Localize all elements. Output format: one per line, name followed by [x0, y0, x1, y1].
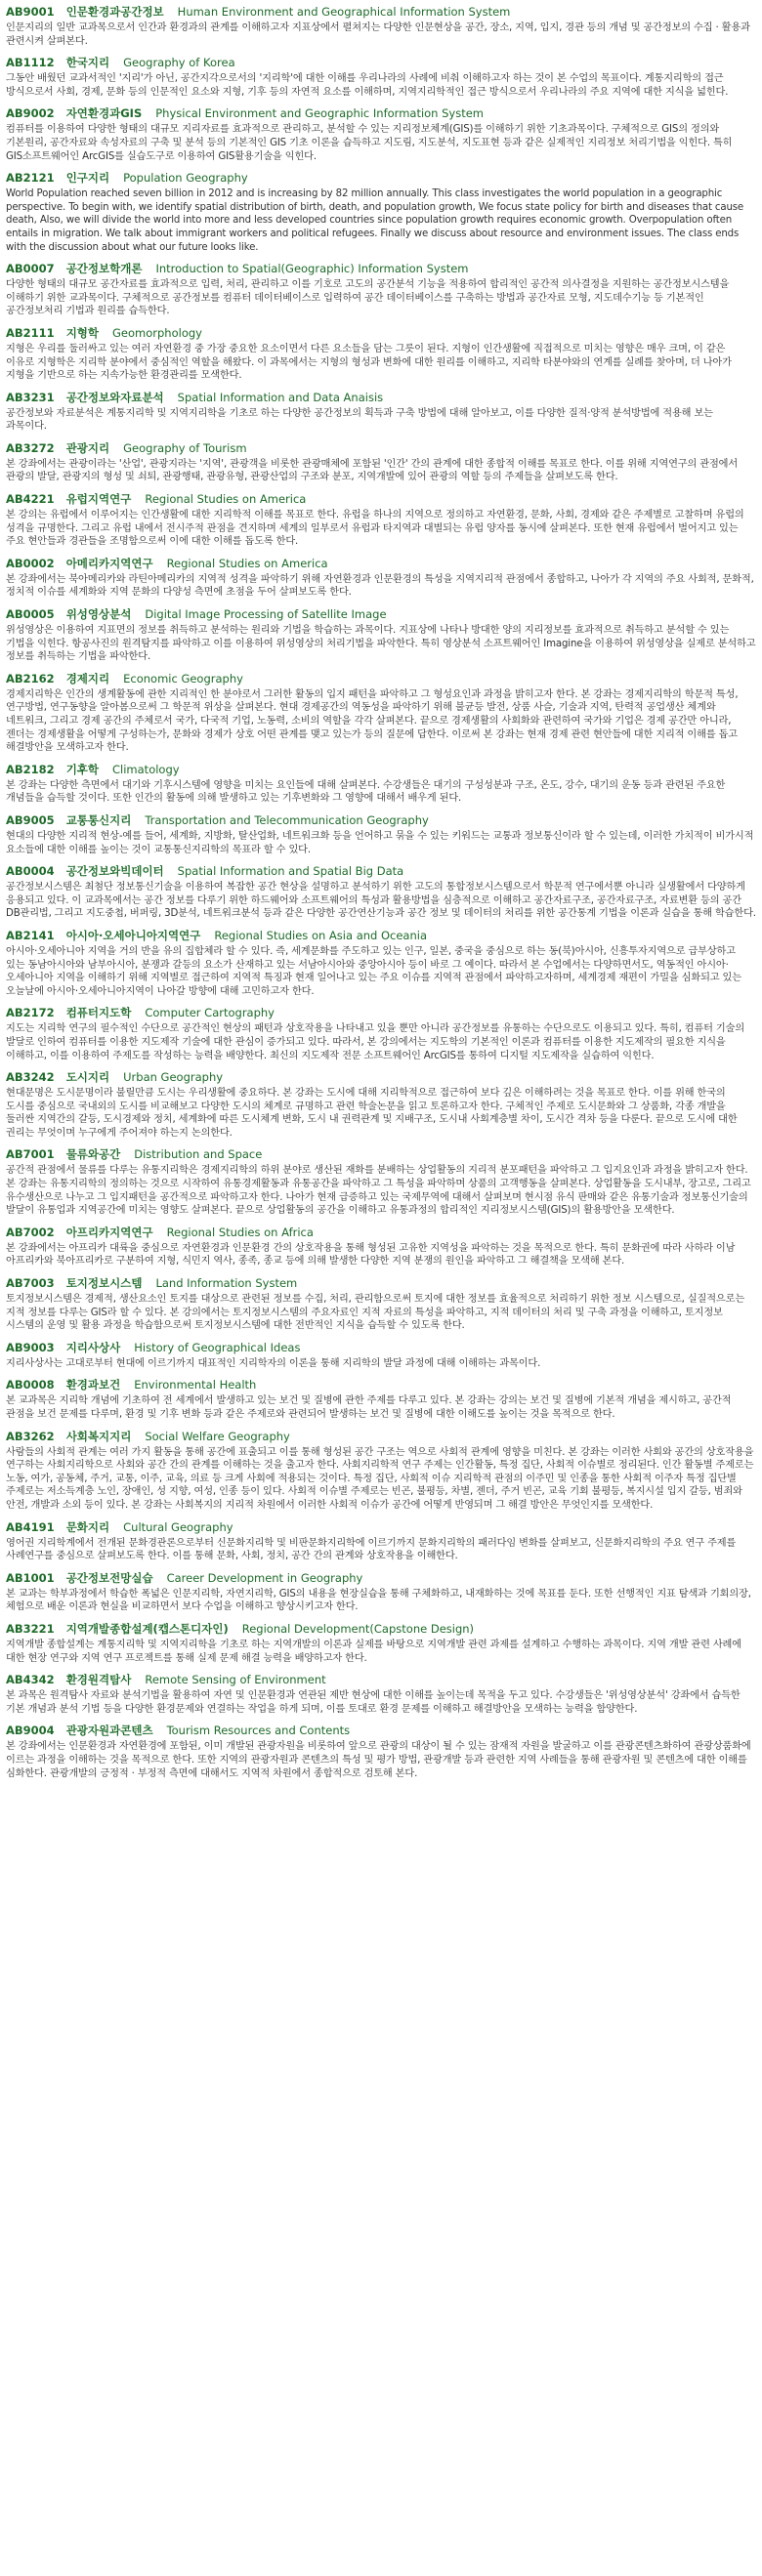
course-description: 본 강의는 유럽에서 이루어지는 인간생활에 대한 지리학적 이해를 목표로 한다. 유럽을 하나의 지역으로 정의하고 자연환경, 문화, 사회, 경제와 같은 주제별로 고찰하며 유럽의 성격을 규명한다. 그리고 유럽 내에서 전시주적 관점을 견지하며 세계의 일부로서 유럽과 타지역과 대별되는 유럽 양자를 동시에 살펴본다. 또한 현재 유럽에서 벌어지고 있는 주요 현안들과 경관들을 조명함으로써 이에 대한 이해를 돕도록 한다. [6, 510, 744, 548]
course-title-english: Social Welfare Geography [145, 1429, 290, 1443]
course-title-korean: 물류와공간 [65, 1147, 121, 1162]
course-code: AB1001 [6, 1570, 55, 1585]
course-title-english: Economic Geography [123, 671, 243, 686]
course-title-english: Cultural Geography [123, 1519, 233, 1534]
course-description: 지역개발 종합설계는 계통지리학 및 지역지리학을 기초로 하는 지역개발의 이론과 실제를 바탕으로 지역개발 관련 과제를 설계하고 수행하는 과목이다. 지역 개발 관련 사례에 대한 현장 연구와 지역 연구 프로젝트를 통해 실제 문제 해결 능력을 배양하고자 한다. [6, 1639, 741, 1664]
course-entry [6, 5, 756, 48]
course-title-korean: 도시지리 [65, 1070, 110, 1085]
course-title-english: Urban Geography [123, 1070, 224, 1085]
course-entry [6, 1341, 756, 1371]
course-title-korean: 환경원격탐사 [65, 1673, 132, 1687]
course-title-english: Introduction to Spatial(Geographic) Information System [155, 262, 469, 276]
course-title-korean: 지역개발종합설계(캡스톤디자인) [65, 1621, 229, 1636]
course-code: AB2121 [6, 171, 55, 186]
course-entry [6, 441, 756, 484]
course-title-korean: 한국지리 [65, 56, 110, 70]
course-title-korean: 인문환경과공간정보 [65, 5, 164, 19]
course-title-korean: 경제지리 [65, 671, 110, 686]
course-description: 공간적 관점에서 물류를 다루는 유통지리학은 경제지리학의 하위 분야로 생산된 재화를 분배하는 상업활동의 지리적 분포패턴을 파악하고 그 입지요인과 과정을 밝히고자 한다. 본 강좌는 유통지리학의 정의하는 것으로 시작하여 유통경제활동과 유통공간을 파악하고 그 특성을 파악하며 상품의 고객행동을 살펴본다. 상업활동을 도시내부, 장고로, 그리고 유수생산으로 나누고 그 입지패턴을 공간적으로 파악하고자 한다. 나아가 현재 급증하고 있는 국제무역에 대해서 살펴보며 현시점 유식 판매와 같은 유통기술과 정보통신기술의 발달이 유통업과 지역공간에 미치는 영향도 살펴본다. 끝으로 상업활동의 공간을 이해하고 유통과정의 합리적인 지리정보시스템(GIS)의 활용방안을 모색한다. [6, 1165, 751, 1217]
course-code: AB4221 [6, 492, 55, 507]
course-entry [6, 492, 756, 549]
course-description: 사람들의 사회적 관계는 여러 가지 활동을 통해 공간에 표출되고 이를 통해 형성된 공간 구조는 역으로 사회적 관계에 영향을 미친다. 본 강좌는 이러한 사회와 공간의 상호작용을 연구하는 사회지리학으로 사회와 공간 간의 관계를 이해하는 것을 출고자 한다. 사회지리학적 연구 주제는 인간활동, 특정 집단, 사회적 이슈별로 정리된다. 인간 활동별 주제로는 노동, 여가, 공동체, 주거, 교통, 이주, 교육, 의료 등 크게 사회에 적용되는 것이다. 특정 집단, 사회적 이슈 지리학적 관점의 이주민 및 인종을 통한 사회적 이주자 특정 집단별 주제로는 저소득계층 노인, 장애인, 성 지향, 여성, 인종 등이 있다. 사회적 이슈별 주제로는 빈곤, 불평등, 차별, 젠더, 주거 빈곤, 교육 기회 불평등, 복지시설 입지 갈등, 범죄와 안전, 개발과 소외 등이 있다. 본 강좌는 사회복지의 지리적 차원에서 이러한 사회적 이슈가 공간에 어떻게 반영되며 그 해결 방안은 무엇인지를 모색한다. [6, 1446, 754, 1511]
course-code: AB3272 [6, 440, 55, 455]
course-description: 본 강좌에서는 관광이라는 '산업', 관광지라는 '지역', 관광객을 비롯한 관광매체에 포함된 '인간' 간의 관계에 대한 종합적 이해를 목표로 한다. 이를 위해 지역연구의 관점에서 관광의 발달, 관광지의 형성 및 쇠퇴, 관광행태, 관광유형, 관광산업의 구조와 분포, 지역개발에 있어 관광의 역할 등의 주제들을 살펴보도록 한다. [6, 458, 739, 483]
course-title-english: Physical Environment and Geographic Information System [155, 106, 485, 121]
course-title-korean: 문화지리 [65, 1519, 110, 1534]
course-title-english: Human Environment and Geographical Information System [177, 5, 511, 19]
course-title-english: Tourism Resources and Contents [166, 1724, 351, 1738]
course-code: AB0005 [6, 607, 55, 622]
course-heading [6, 813, 756, 828]
course-code: AB3262 [6, 1429, 55, 1443]
course-code: AB2172 [6, 1006, 55, 1020]
course-entry [6, 262, 756, 318]
course-code: AB2111 [6, 325, 55, 340]
course-title-english: Land Information System [155, 1276, 298, 1291]
course-entry [6, 106, 756, 163]
course-heading [6, 607, 756, 622]
course-title-korean: 공간정보학개론 [65, 262, 143, 276]
course-entry [6, 1430, 756, 1513]
course-description: World Population reached seven billion in 2012 and is increasing by 82 million annually. This class investigates the world population in a geographic perspective. To begin with, we identify spatial distribution of birth, death, and population growth, We focus state policy for birth and diseases that cause death, Also, we will divide the world into more and less developed countries since population growth requires economic growth. Overpopulation often entails in migration. We talk about immigrant workers and political refugees. Finally we discuss about resource and environment issues. The class ends with the discussion about what our future looks like. [6, 188, 744, 253]
course-title-english: Regional Studies on America [145, 492, 307, 507]
course-title-english: Career Development in Geography [166, 1570, 363, 1585]
course-heading [6, 557, 756, 571]
course-description: 지도는 지리학 연구의 필수적인 수단으로 공간적인 현상의 패턴과 상호작용을 나타내고 있을 뿐만 아니라 공간정보를 유통하는 수단으로도 이용되고 있다. 특히, 컴퓨터 기술의 발달로 인하여 컴퓨터를 이용한 지도제작 기술에 대한 관심이 증가되고 있다. 따라서, 본 강의에서는 지도학의 기본적인 이론과 컴퓨터를 이용한 지도제작의 필요한 지식을 이해하고, 이를 이용하여 주제도를 작성하는 능력을 배양한다. 최신의 지도제작 전문 소프트웨어인 ArcGIS를 통하여 디지털 지도제작을 실습하여 익힌다. [6, 1023, 745, 1061]
course-description: 본 과목은 원격탐사 자료와 분석기법을 활용하여 자연 및 인문환경과 연관된 제반 현상에 대한 이해를 높이는데 목적을 두고 있다. 수강생들은 '위성영상분석' 강좌에서 습득한 기본 개념과 분석 기법 등을 다양한 환경문제와 연결하는 작업을 하게 되며, 이를 토대로 환경 문제를 이해하고 해결방안을 모색하는 능력을 함양한다. [6, 1690, 741, 1715]
course-heading [6, 171, 756, 186]
course-title-korean: 유럽지역연구 [65, 492, 132, 507]
course-code: AB7001 [6, 1147, 55, 1162]
course-title-korean: 지리사상사 [65, 1340, 121, 1354]
course-heading [6, 1070, 756, 1085]
course-heading [6, 1147, 756, 1162]
course-heading [6, 1724, 756, 1738]
course-code: AB9003 [6, 1340, 55, 1354]
course-title-korean: 공간정보와빅데이터 [65, 864, 164, 879]
course-description: 현대의 다양한 지리적 현상-예를 들어, 세계화, 지방화, 탈산업화, 네트워크화 등을 언어하고 묶을 수 있는 키워드는 교통과 정보통신이라 할 수 있는데, 이러한 가치적이 비가시적 요소들에 대한 이해를 높이는 것이 교통통신지리학의 목표라 할 수 있다. [6, 830, 754, 855]
course-code: AB3221 [6, 1621, 55, 1636]
course-title-english: Digital Image Processing of Satellite Image [145, 607, 387, 622]
course-title-korean: 인구지리 [65, 171, 110, 186]
course-code: AB1112 [6, 56, 55, 70]
course-heading [6, 441, 756, 456]
course-entry [6, 1226, 756, 1268]
course-title-english: History of Geographical Ideas [134, 1340, 301, 1354]
course-description: 본 강좌에서는 아프리카 대륙을 중심으로 자연환경과 인문환경 간의 상호작용을 통해 형성된 고유한 지역성을 파악하는 것을 목적으로 한다. 특히 문화권에 따라 사하라 이남 아프리카와 북아프리카로 구분하여 지형, 식민지 역사, 종족, 종교 등에 의해 발생한 다양한 지역 분쟁의 원인을 파악하고 그 해결책을 모색해 본다. [6, 1242, 736, 1267]
course-heading [6, 1520, 756, 1535]
course-description: 토지정보시스템은 경제적, 생산요소인 토지를 대상으로 관련된 정보를 수집, 처리, 관리함으로써 토지에 대한 정보를 효율적으로 처리하기 위한 정보 시스템으로, 실질적으로는 지적 정보를 다루는 GIS라 할 수 있다. 본 강의에서는 토지정보시스템의 주요자료인 지적 자료의 특성을 파악하고, 지적 데이터의 처리 및 구축 과정을 이해하고, 토지정보 시스템의 운영 및 활용 과정을 학습함으로써 토지정보시스템에 대한 전반적인 지식을 습득할 수 있도록 한다. [6, 1294, 745, 1332]
course-heading [6, 1226, 756, 1240]
course-heading [6, 492, 756, 507]
course-heading [6, 262, 756, 276]
course-description: 본 교과는 학부과정에서 학습한 폭넓은 인문지리학, 자연지리학, GIS의 내용을 현장실습을 통해 구체화하고, 내재화하는 것에 목표를 둔다. 또한 선행적인 지표 탐색과 기회의장, 체험으로 배운 이론과 현실을 비교하면서 보다 수업을 이해하고 향상시키고자 한다. [6, 1588, 751, 1613]
course-title-english: Geography of Tourism [123, 440, 247, 455]
course-title-korean: 아시아·오세아니아지역연구 [65, 928, 201, 942]
course-title-english: Transportation and Telecommunication Geography [145, 812, 429, 827]
course-description: 그동안 배웠던 교과서적인 '지리'가 아닌, 공간지각으로서의 '지리학'에 대한 이해를 우리나라의 사례에 비춰 이해하고자 하는 것이 본 수업의 목표이다. 계통지리학의 접근 방식으로서 사회, 경제, 문화 등의 인문적인 요소와 지형, 기후 등의 자연적 요소를 이해하며, 지역지리학적인 접근 방식으로서 우리나라의 주요 지역에 대한 지식을 넓힌다. [6, 73, 729, 98]
course-entry [6, 1673, 756, 1716]
course-entry [6, 1006, 756, 1062]
course-heading [6, 1006, 756, 1020]
course-entry [6, 929, 756, 998]
course-title-korean: 관광자원과콘텐츠 [65, 1724, 153, 1738]
course-entry [6, 1724, 756, 1780]
course-entry [6, 1571, 756, 1614]
course-title-korean: 아프리카지역연구 [65, 1225, 153, 1239]
course-description: 본 강좌는 다양한 측면에서 대기와 기후시스템에 영향을 미치는 요인들에 대해 살펴본다. 수강생들은 대기의 구성성분과 구조, 온도, 강수, 대기의 운동 등과 관련된 주요한 개념들을 습득할 것이다. 또한 인간의 활동에 의해 발생하고 있는 기후변화와 그 영향에 대해서 배우게 된다. [6, 779, 726, 805]
course-heading [6, 929, 756, 943]
course-description: 본 교과목은 지리학 개념에 기초하여 전 세계에서 발생하고 있는 보건 및 질병에 관한 주제를 다루고 있다. 본 강좌는 강의는 보건 및 질병에 기본적 개념을 제시하고, 공간적 관점을 보건 문제를 다루며, 환경 및 기후 변화 등과 같은 주제로와 관련되어 발생하는 보건 및 질병에 대한 이해도를 높이는 것을 목적으로 한다. [6, 1395, 732, 1420]
course-title-english: Environmental Health [134, 1378, 257, 1392]
course-title-english: Population Geography [123, 171, 248, 186]
course-entry [6, 56, 756, 99]
course-heading [6, 864, 756, 879]
course-title-english: Geography of Korea [123, 56, 235, 70]
course-title-english: Computer Cartography [145, 1006, 275, 1020]
course-heading [6, 672, 756, 686]
course-code: AB3242 [6, 1070, 55, 1085]
course-code: AB4342 [6, 1673, 55, 1687]
course-title-english: Remote Sensing of Environment [145, 1673, 326, 1687]
course-code: AB7002 [6, 1225, 55, 1239]
course-entry [6, 171, 756, 254]
course-description: 본 강좌에서는 인문환경과 자연환경에 포함된, 이미 개발된 관광자원을 비롯하여 앞으로 관광의 대상이 될 수 있는 잠재적 자원을 발굴하고 이를 관광콘텐츠화하여 관광상품화에 이르는 과정을 이해하는 것을 목적으로 한다. 또한 지역의 관광자원과 콘텐츠의 특성 및 평가 방법, 관광개발 등과 관련한 지역 사례들을 통해 관광자원 및 콘텐츠에 대한 이해를 심화한다. 관광개발의 긍정적 · 부정적 측면에 대해서도 지역적 차원에서 종합적으로 검토해 본다. [6, 1741, 751, 1779]
course-title-korean: 사회복지지리 [65, 1429, 132, 1443]
course-title-korean: 환경과보건 [65, 1378, 121, 1392]
course-title-english: Distribution and Space [134, 1147, 263, 1162]
course-code: AB3231 [6, 390, 55, 404]
course-description: 인문지리의 일반 교과목으로서 인간과 환경과의 관계를 이해하고자 지표상에서 펼쳐지는 다양한 인문현상을 공간, 장소, 지역, 입지, 경관 등의 개념 및 공간정보의 수집 · 활용과 관련시켜 살펴본다. [6, 22, 750, 47]
course-code: AB0002 [6, 556, 55, 570]
course-entry [6, 864, 756, 921]
course-title-korean: 위성영상분석 [65, 607, 132, 622]
course-heading [6, 1378, 756, 1392]
course-title-korean: 지형학 [65, 325, 100, 340]
course-description: 지형은 우리를 둘러싸고 있는 여러 자연환경 중 가장 중요한 요소이면서 다른 요소들을 담는 그릇이 된다. 지형이 인간생활에 직접적으로 미치는 영향은 매우 크며, 이 같은 이유로 지형학은 지리학 분야에서 중심적인 역할을 해왔다. 이 과목에서는 지형의 형성과 변화에 대한 원리를 이해하고, 지리학 타분야와의 연계를 실례를 찾아며, 더 나아가 지형을 기반으로 하는 지속가능한 환경관리를 모색한다. [6, 343, 732, 382]
course-description: 다양한 형태의 대규모 공간자료를 효과적으로 입력, 처리, 관리하고 이를 기호로 고도의 공간분석 기능을 적용하여 합리적인 공간적 의사결정을 지원하는 공간정보시스템을 이해하기 위한 교과목이다. 구체적으로 공간정보를 컴퓨터 데이터베이스로 입력하여 공간 데이터베이스를 구축하는 방법과 공간자료 모형, 지도데수기능 등 기본적인 공간정보처리 기법과 원리를 습득한다. [6, 279, 730, 317]
course-description: 지리사상사는 고대로부터 현대에 이르기까지 대표적인 지리학자의 이론을 통해 지리학의 발달 과정에 대해 이해하는 과목이다. [6, 1357, 541, 1369]
course-code: AB0004 [6, 864, 55, 879]
course-heading [6, 56, 756, 70]
course-description: 현대문명은 도시문명이라 불릴만큼 도시는 우리생활에 중요하다. 본 강좌는 도시에 대해 지리학적으로 접근하여 보다 깊은 이해하려는 것을 목표로 한다. 이를 위해 한국의 도시를 중심으로 국내외의 도시를 비교해보고 다양한 도시의 체계로 규명하고 관련 학술논문을 읽고 토론하고자 한다. 구체적인 주제로 도시문화와 그 상품화, 각종 개발을 둘러싼 지역간의 갈등, 도시경제와 정치, 세계화에 따른 도시체계 변화, 도시 내 권력관계 및 지배구조, 도시내 사회계층별 차이, 도시간 격차 등을 다룬다. 끝으로 도시에 대한 권리는 무엇이며 누구에게 주어져야 하는지 논의한다. [6, 1088, 738, 1139]
course-code: AB2141 [6, 928, 55, 942]
course-code: AB9001 [6, 5, 55, 19]
course-title-english: Spatial Information and Spatial Big Data [177, 864, 404, 879]
course-heading [6, 106, 756, 121]
course-entry [6, 1276, 756, 1333]
course-entry [6, 607, 756, 664]
course-entry [6, 1147, 756, 1217]
course-heading [6, 5, 756, 20]
course-entry [6, 1378, 756, 1421]
course-heading [6, 1276, 756, 1291]
course-code: AB9004 [6, 1724, 55, 1738]
course-title-korean: 관광지리 [65, 440, 110, 455]
course-heading [6, 1341, 756, 1355]
course-description: 본 강좌에서는 북아메리카와 라틴아메리카의 지역적 성격을 파악하기 위해 자연환경과 인문환경의 특성을 지역지리적 관점에서 종합하고, 나아가 각 지역의 주요 사회적, 문화적, 정치적 이슈를 세계화와 지역 문화의 다양성 측면에 초점을 두어 살펴보도록 한다. [6, 573, 754, 599]
course-title-english: Spatial Information and Data Anaisis [177, 390, 384, 404]
course-description: 위성영상은 이용하여 지표면의 정보를 취득하고 분석하는 원리와 기법을 학습하는 과목이다. 지표상에 나타나 방대한 양의 지리정보를 효과적으로 취득하고 분석할 수 있는 기법을 익힌다. 항공사진의 원격탐지를 파악하고 이를 이용하여 위성영상의 처리기법을 파악한다. 특히 영상분석 소프트웨어인 Imagine을 이용하여 위성영상을 실제로 분석하고 정보를 취득하는 기법을 파악한다. [6, 625, 756, 663]
course-title-english: Geomorphology [112, 325, 202, 340]
course-description: 컴퓨터를 이용하여 다양한 형태의 대규모 지리자료를 효과적으로 관리하고, 분석할 수 있는 지리정보체계(GIS)를 이해하기 위한 기초과목이다. 구체적으로 GIS의 정의와 기본원리, 공간자료와 속성자료의 구축 및 분석 등의 기본적인 GIS 기초 이론을 습득하고 지도림, 지도분석, 지도표현 등과 같은 실제적인 지리정보 처리기법을 익힌다. 특히 GIS소프트웨어인 ArcGIS를 실습도구로 이용하여 GIS활용기술을 익힌다. [6, 124, 733, 162]
course-code: AB2162 [6, 671, 55, 686]
course-entry [6, 557, 756, 600]
course-description: 공간정보시스템은 최첨단 정보통신기술을 이용하여 복잡한 공간 현상을 설명하고 분석하기 위한 고도의 통합정보시스템으로서 학문적 연구에서뿐 아니라 실생활에서 다양하게 응용되고 있다. 이 교과목에서는 공간 정보를 다루기 위한 하드웨어와 소프트웨어의 특성과 활용방법을 심층적으로 이해하고 공간자료구조, 공간자료구조, 자료변환 등의 공간 DB관리법, 그리고 지도중첩, 버퍼링, 3D분석, 네트워크분석 등과 같은 다양한 공간연산기능과 공간 정보 및 데이터의 처리를 위한 공간통계 기법을 이론과 실습을 통해 학습한다. [6, 882, 756, 920]
course-code: AB9002 [6, 106, 55, 121]
course-entry [6, 391, 756, 434]
course-code: AB0007 [6, 262, 55, 276]
course-code: AB9005 [6, 812, 55, 827]
course-title-korean: 자연환경과GIS [65, 106, 143, 121]
course-title-english: Regional Development(Capstone Design) [241, 1621, 475, 1636]
course-title-english: Regional Studies on America [166, 556, 328, 570]
course-title-english: Regional Studies on Africa [166, 1225, 314, 1239]
course-description: 영어권 지리학계에서 전개된 문화경관론으로부터 신문화지리학 및 비판문화지리학에 이르기까지 문화지리학의 패러다임 변화를 살펴보고, 신문화지리학의 주요 연구 주제를 사례연구를 중심으로 살펴보도록 한다. 이를 통해 문화, 사회, 정치, 공간 간의 관계와 상호작용을 이해한다. [6, 1537, 737, 1562]
course-title-korean: 토지정보시스템 [65, 1276, 143, 1291]
course-title-korean: 컴퓨터지도학 [65, 1006, 132, 1020]
course-heading [6, 1430, 756, 1444]
course-heading [6, 763, 756, 777]
course-title-english: Climatology [112, 762, 180, 776]
course-heading [6, 1571, 756, 1586]
course-heading [6, 1673, 756, 1687]
course-entry [6, 326, 756, 383]
course-entry [6, 672, 756, 755]
course-code: AB0008 [6, 1378, 55, 1392]
course-heading [6, 391, 756, 405]
course-description: 공간정보와 자료분석은 계통지리학 및 지역지리학을 기초로 하는 다양한 공간정보의 획득과 구축 방법에 대해 알아보고, 이를 다양한 질적·양적 분석방법에 적용해 보는 과목이다. [6, 407, 713, 433]
course-entry [6, 1520, 756, 1563]
course-entry [6, 1622, 756, 1665]
course-description: 아시아·오세아니아 지역을 거의 반을 유의 집합체라 할 수 있다. 즉, 세계문화를 주도하고 있는 인구, 일본, 중국을 중심으로 하는 동(북)아시아, 신흥투자지역으로 급부상하고 있는 동남아시아와 남부아시아, 분쟁과 갈등의 요소가 산재하고 있는 서남아시아와 중앙아시아 등이 바로 그 예이다. 따라서 본 수업에서는 다양하면서도, 역동적인 아시아·오세아니아 지역을 이해하기 위해 지역별로 접근하여 지역적 특징과 현재 일어나고 있는 주요 이슈를 지역적 관점에서 파악하고자하며, 세계경제 재편이 가밀을 심화되고 있는 오늘날에 아시아·오세아니아지역이 나아갈 방향에 대해 고민하고자 한다. [6, 945, 741, 997]
course-title-korean: 기후학 [65, 762, 100, 776]
course-title-korean: 교통통신지리 [65, 812, 132, 827]
course-description: 경제지리학은 인간의 생계활동에 관한 지리적인 한 분야로서 그러한 활동의 입지 패턴을 파악하고 그 형성요인과 과정을 밝히고자 한다. 본 강좌는 경제지리학의 학문적 특성, 연구방법, 연구동향을 알아봄으로써 그 학문적 위상을 살펴본다. 현대 경제공간의 역동성을 파악하기 위해 불균등 발전, 상품 사슬, 기술과 지역, 탄력적 공업생산 체계와 네트워크, 그리고 경제 공간의 주체로서 국가, 다국적 기업, 노동력, 소비의 역할을 각각 살펴본다. 끝으로 경제생활의 사회화와 관련하여 국가와 기업은 경제 공간만 아니라, 젠더는 경제생활을 어떻게 구성하는가, 문화와 경제가 상호 어떤 관계를 맺고 있는가 등의 질문에 답한다. 이로써 본 강좌는 현재 경제 관련 현안들에 대한 지리적 이해를 돕고 해결방안을 모색하고자 한다. [6, 688, 739, 754]
course-heading [6, 1622, 756, 1637]
course-title-english: Regional Studies on Asia and Oceania [214, 928, 428, 942]
course-heading [6, 326, 756, 341]
course-entry [6, 763, 756, 806]
course-title-korean: 공간정보와자료분석 [65, 390, 164, 404]
course-entry [6, 1070, 756, 1140]
course-entry [6, 813, 756, 856]
course-code: AB4191 [6, 1519, 55, 1534]
course-title-korean: 아메리카지역연구 [65, 556, 153, 570]
course-code: AB2182 [6, 762, 55, 776]
course-title-korean: 공간정보전망실습 [65, 1570, 153, 1585]
course-code: AB7003 [6, 1276, 55, 1291]
